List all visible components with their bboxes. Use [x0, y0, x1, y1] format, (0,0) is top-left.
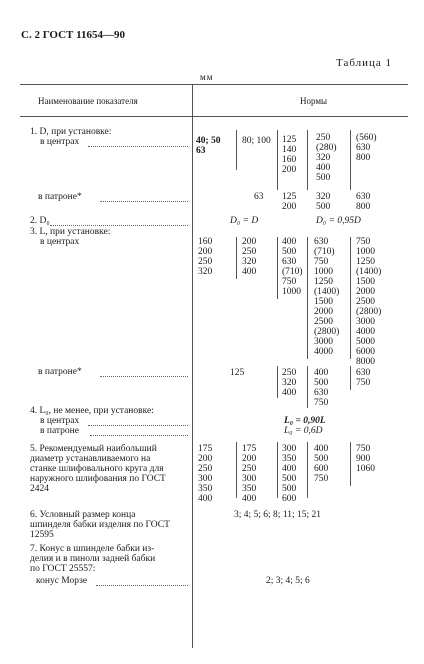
page-header: С. 2 ГОСТ 11654—90 [21, 29, 126, 41]
row4-sub-centers: в центрах [40, 416, 80, 426]
row3-p3: 250 320 400 [282, 368, 297, 398]
vrule [277, 366, 278, 398]
vrule [307, 442, 308, 498]
unit-label: мм [200, 72, 214, 82]
table-label: Таблица 1 [336, 57, 393, 69]
dot-leader [50, 225, 188, 226]
row5-c1: 175 200 250 300 350 400 [198, 444, 213, 504]
row3-p5: 630 750 [356, 368, 371, 388]
column-divider [192, 84, 193, 648]
vrule [236, 237, 237, 279]
row5-c4: 400 500 600 750 [314, 444, 329, 484]
row3-c5: 750 1000 1250 (1400) 1500 2000 2500 (2800) 3000 4000 5000 6000 8000 [356, 237, 382, 367]
column-header-name: Наименование показателя [38, 96, 138, 106]
vrule [277, 442, 278, 498]
vrule [350, 237, 351, 359]
row3-c1: 160 200 250 320 [198, 237, 213, 277]
row1-c4: 250 (280) 320 400 500 [316, 133, 337, 183]
row1-sub-chuck: в патроне* [38, 192, 82, 202]
dot-leader [88, 425, 188, 426]
vrule [350, 130, 351, 190]
vrule [307, 366, 308, 408]
row1-c2: 80; 100 [242, 136, 271, 146]
row4-formula-2: L₀ = 0,6D [284, 426, 323, 436]
column-header-norms: Нормы [300, 96, 328, 106]
row3-sub-chuck: в патроне* [38, 367, 82, 377]
table-top-rule [20, 84, 408, 85]
vrule [277, 130, 278, 190]
row2-formula-2: D₀ = 0,95D [316, 216, 361, 226]
row5-text: 5. Рекомендуемый наибольший диаметр устанавливаемого на станке шлифовального круга для наружного шлифования по ГОСТ 2424 [30, 444, 166, 494]
row5-c3: 300 350 400 500 500 600 [282, 444, 297, 504]
vrule [236, 130, 237, 170]
row7-text: 7. Конус в шпинделе бабки из- делия и в пиноли задней бабки по ГОСТ 25557: [30, 544, 156, 574]
row6-value: 3; 4; 5; 6; 8; 11; 15; 21 [234, 510, 321, 520]
row3-c4: 630 (710) 750 1000 1250 (1400) 1500 2000 2500 (2800) 3000 4000 [314, 237, 340, 357]
row7-sub-morse: конус Морзе [36, 576, 88, 586]
row1-c1: 40; 50 63 [196, 136, 221, 156]
row5-c2: 175 200 250 300 350 400 [242, 444, 257, 504]
header-bottom-rule [20, 116, 408, 117]
row3-sub-centers: в центрах [40, 237, 80, 247]
row4-sub-chuck: в патроне [40, 426, 79, 436]
vrule [350, 442, 351, 486]
row6-text: 6. Условный размер конца шпинделя бабки изделия по ГОСТ 12595 [30, 510, 170, 540]
row7-value: 2; 3; 4; 5; 6 [266, 576, 310, 586]
row3-p2: 125 [230, 368, 245, 378]
row2-formula-1: D₀ = D [230, 216, 259, 226]
row1-p2: 63 [254, 192, 264, 202]
row1-c3: 125 140 160 200 [282, 135, 297, 175]
vrule [307, 237, 308, 359]
row1-p4: 320 500 [316, 192, 331, 212]
dot-leader [90, 435, 188, 436]
dot-leader [96, 585, 188, 586]
row4-formula-1: L₀ = 0,90L [284, 416, 326, 426]
vrule [350, 366, 351, 390]
dot-leader [100, 201, 188, 202]
dot-leader [100, 376, 188, 377]
row3-title: 3. L, при установке: [30, 227, 111, 237]
vrule [236, 442, 237, 498]
row3-c2: 200 250 320 400 [242, 237, 257, 277]
vrule [307, 130, 308, 190]
row2-title: 2. D₀ [30, 216, 50, 226]
row3-p4: 400 500 630 750 [314, 368, 329, 408]
row1-c5: (560) 630 800 [356, 133, 377, 163]
row1-p5: 630 800 [356, 192, 371, 212]
row1-p3: 125 200 [282, 192, 297, 212]
dot-leader [88, 146, 188, 147]
row4-title: 4. L₀, не менее, при установке: [30, 406, 154, 416]
vrule [277, 237, 278, 299]
row1-title: 1. D, при установке: [30, 127, 112, 137]
row1-sub-centers: в центрах [40, 137, 80, 147]
row3-c3: 400 500 630 (710) 750 1000 [282, 237, 303, 297]
row5-c5: 750 900 1060 [356, 444, 375, 474]
